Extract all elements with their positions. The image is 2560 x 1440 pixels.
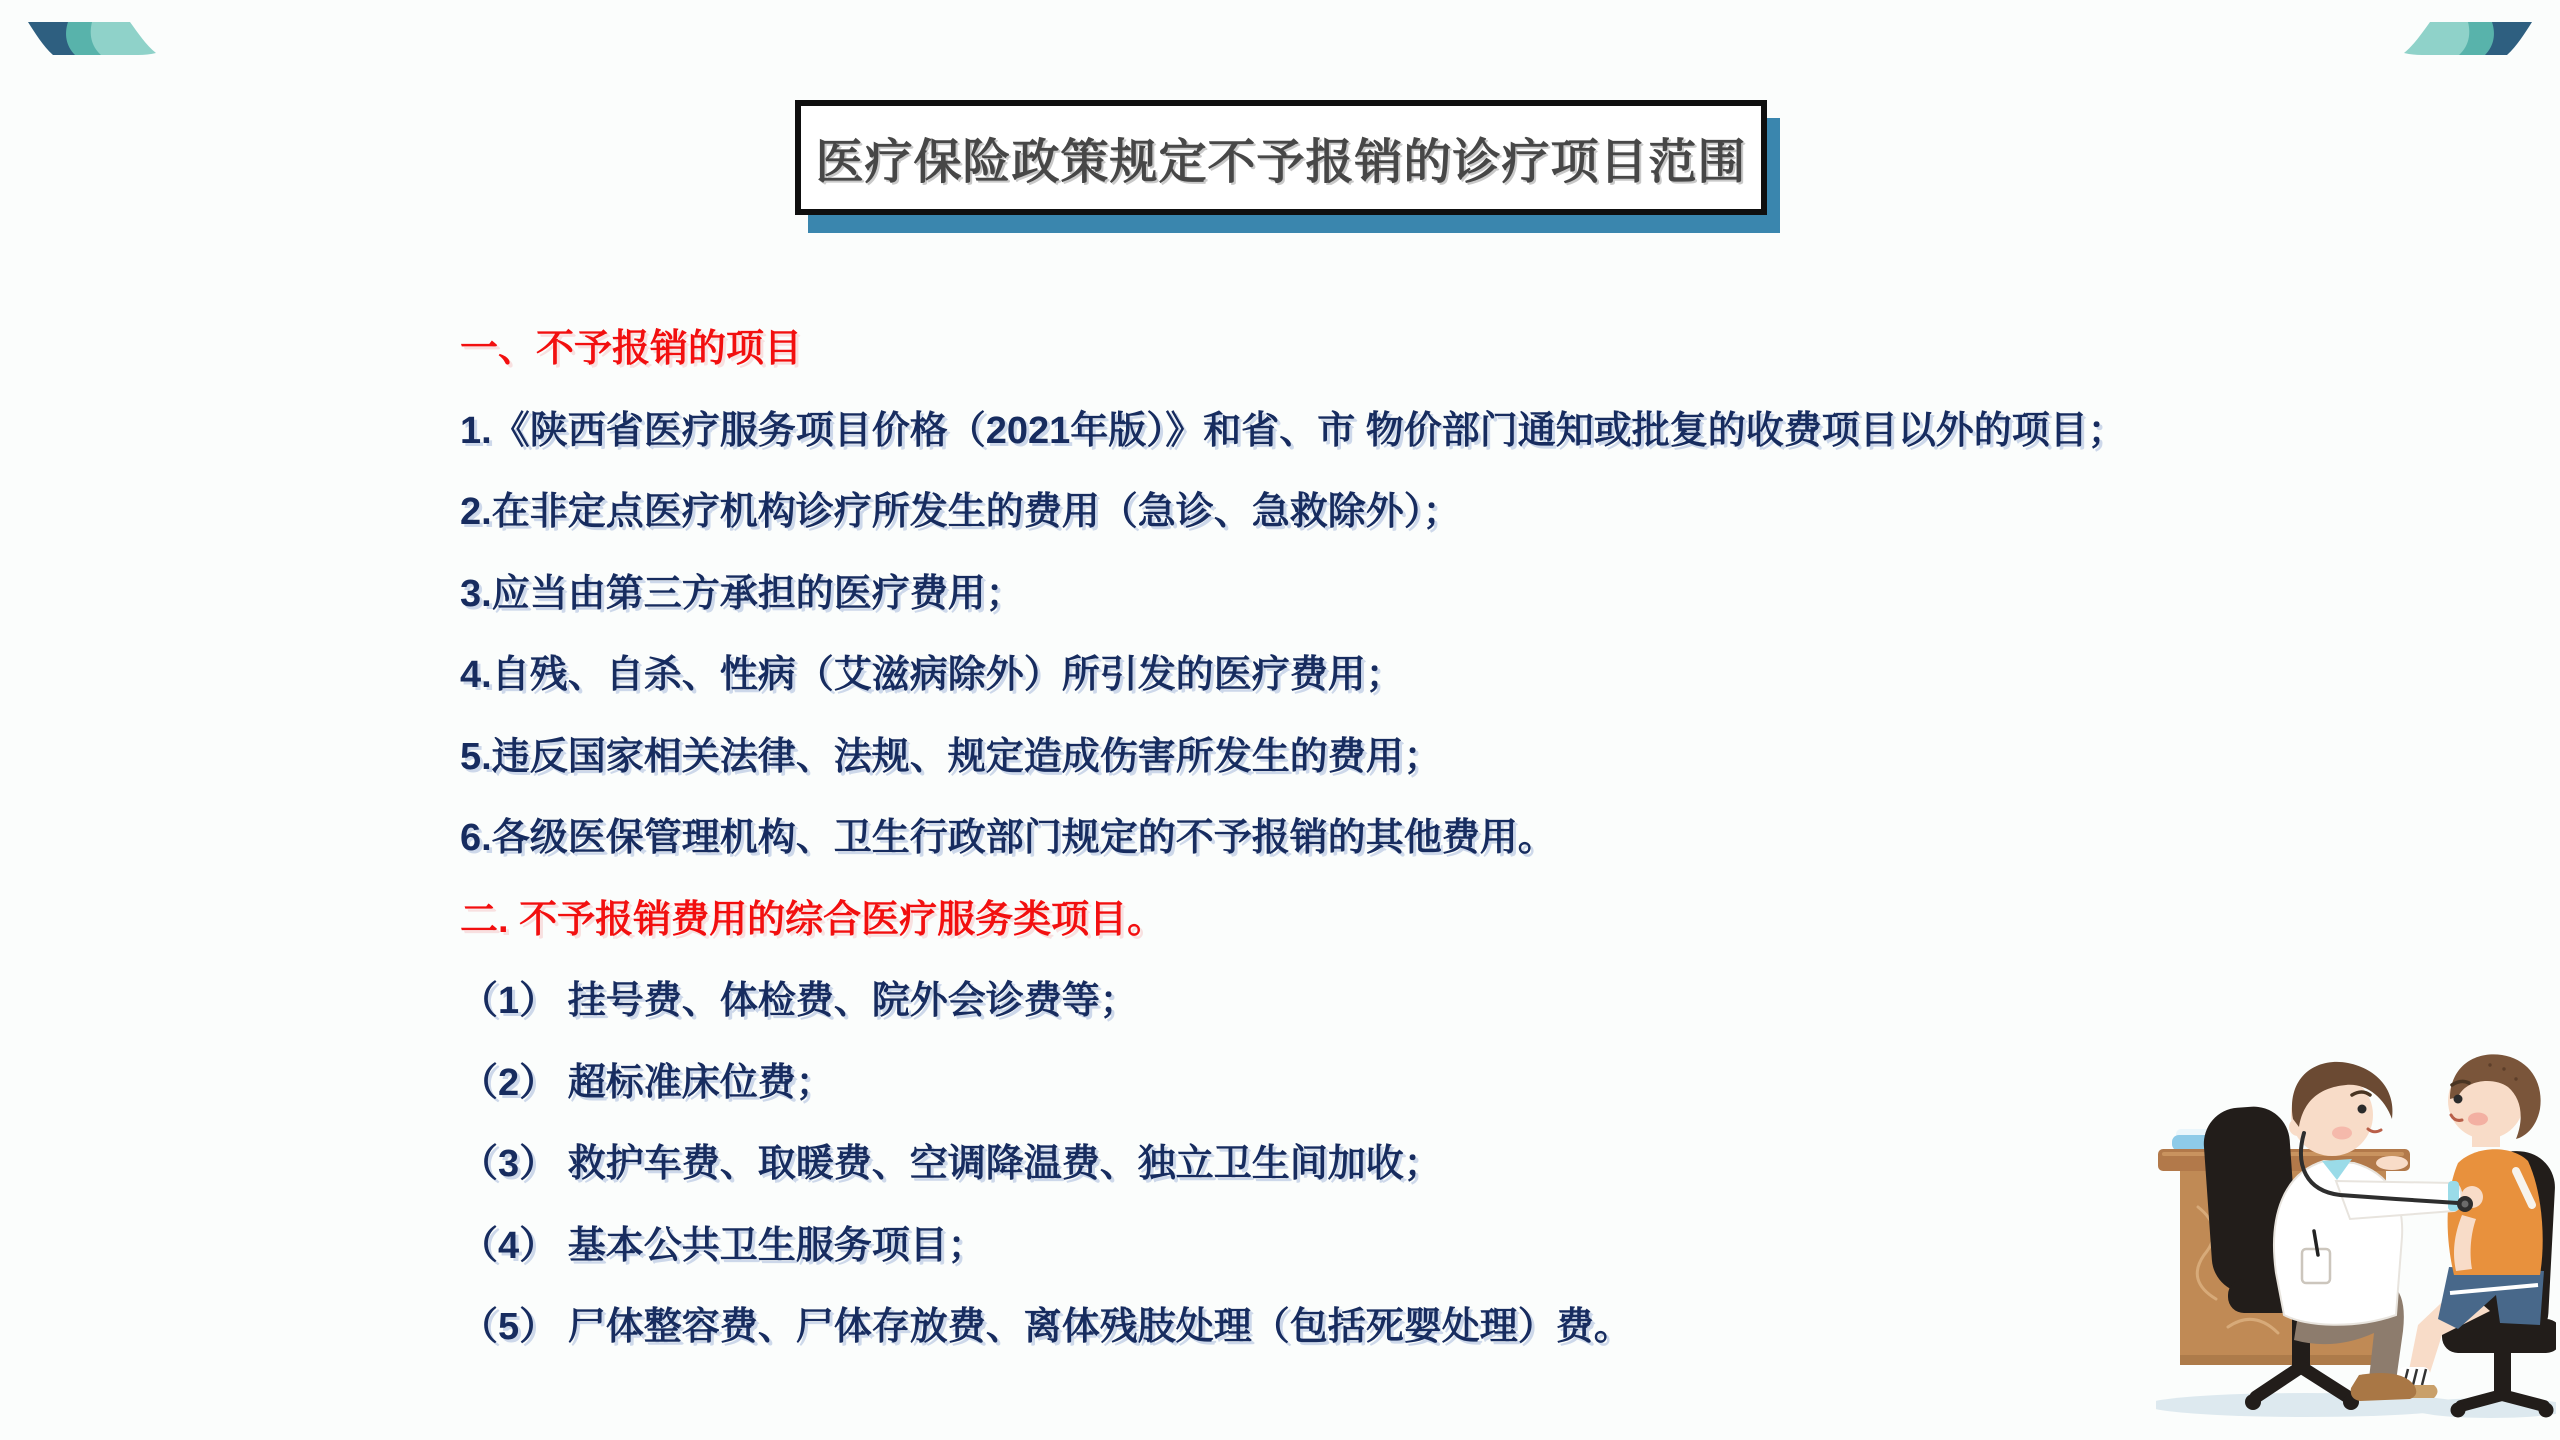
list-item-1-6: 6.各级医保管理机构、卫生行政部门规定的不予报销的其他费用。 xyxy=(460,817,1556,860)
list-item-2-2: （2） 超标准床位费； xyxy=(460,1061,834,1104)
list-item-1-3: 3.应当由第三方承担的医疗费用； xyxy=(460,572,1024,615)
list-item-2-5: （5） 尸体整容费、尸体存放费、离体残肢处理（包括死婴处理）费。 xyxy=(460,1306,1632,1349)
list-item-2-1: （1） 挂号费、体检费、院外会诊费等； xyxy=(460,980,1138,1023)
list-item-2-4: （4） 基本公共卫生服务项目； xyxy=(460,1224,986,1267)
list-item-2-3: （3） 救护车费、取暖费、空调降温费、独立卫生间加收； xyxy=(460,1143,1442,1186)
corner-swoosh-right xyxy=(2400,22,2532,55)
section-2-heading: 二. 不予报销费用的综合医疗服务类项目。 xyxy=(460,898,1166,941)
title-box xyxy=(795,100,1767,215)
list-item-1-1: 1.《陕西省医疗服务项目价格（2021年版）》和省、市 物价部门通知或批复的收费项目以外的项目； xyxy=(460,409,2126,452)
list-item-1-4: 4.自残、自杀、性病（艾滋病除外）所引发的医疗费用； xyxy=(460,654,1404,697)
list-item-1-5: 5.违反国家相关法律、法规、规定造成伤害所发生的费用； xyxy=(460,735,1442,778)
content-block xyxy=(460,304,2126,1364)
doctor-patient-illustration xyxy=(2156,1022,2556,1424)
list-item-1-2: 2.在非定点医疗机构诊疗所发生的费用（急诊、急救除外）； xyxy=(460,491,1461,534)
cuff xyxy=(2448,1181,2459,1211)
page-title: 医疗保险政策规定不予报销的诊疗项目范围 xyxy=(815,136,1747,189)
section-1-heading: 一、不予报销的项目 xyxy=(460,328,803,371)
corner-swoosh-left xyxy=(28,22,160,55)
